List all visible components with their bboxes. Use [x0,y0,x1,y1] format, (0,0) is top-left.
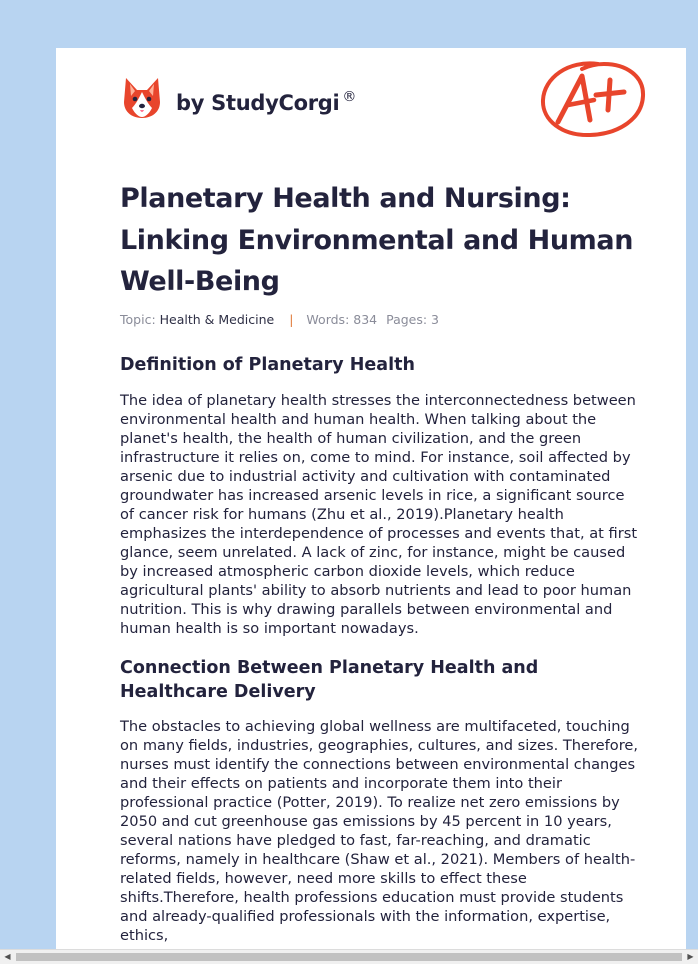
a-plus-grade-badge [538,58,648,140]
scroll-left-icon[interactable]: ◀ [4,952,11,961]
word-count: Words: 834 [306,312,378,327]
topic-link[interactable]: Health & Medicine [159,312,275,327]
section-paragraph: The idea of planetary health stresses the interconnectedness between environmental health and human health. When talking about the planet's health, the health of human civilization, and the green infrastructure it relies on, come to mind. For instance, soil affected by arsenic due to industrial activity and cultivation with contaminated groundwater has increased arsenic levels in rice, a significant source of cancer risk for humans (Zhu et al., 2019).Planetary health emphasizes the interdependence of processes and events that, at first glance, seem unrelated. A lack of zinc, for instance, might be caused by increased atmospheric carbon dioxide levels, which reduce agricultural plants' ability to absorb nutrients and lead to poor human nutrition. This is why drawing parallels between environmental and human health is so important nowadays. [120,392,638,637]
scroll-right-icon[interactable]: ▶ [687,952,694,961]
document-page [56,48,686,964]
brand-name [176,89,356,115]
scrollbar-thumb[interactable] [16,953,682,961]
section-heading: Definition of Planetary Health [120,355,415,375]
document-title: Planetary Health and Nursing: Linking Environmental and Human Well-Being [120,183,634,297]
brand-name-text: by StudyCorgi [176,91,340,115]
page-count: Pages: 3 [386,312,440,327]
section-paragraph: The obstacles to achieving global wellness are multifaceted, touching on many fields, industries, geographies, cultures, and sizes. Therefore, nurses must identify the connections between environmental changes and their effects on patients and incorporate them into their professional practice (Potter, 2019). To realize net zero emissions by 2050 and cut greenhouse gas emissions by 45 percent in 10 years, several nations have pledged to fast, far-reaching, and dramatic reforms, namely in healthcare (Shaw et al., 2021). Members of health-related fields, however, need more skills to effect these shifts.Therefore, health professions education must provide students and already-qualified professionals with the information, expertise, ethics, [120,718,639,944]
corgi-icon [122,76,162,120]
horizontal-scrollbar[interactable] [0,949,698,964]
studycorgi-logo[interactable] [122,76,356,120]
document-meta [120,312,439,327]
meta-separator: | [289,312,294,327]
trademark-symbol: ® [342,89,357,105]
topic-label: Topic: [120,312,156,327]
section-heading: Connection Between Planetary Health and Healthcare Delivery [120,658,539,702]
